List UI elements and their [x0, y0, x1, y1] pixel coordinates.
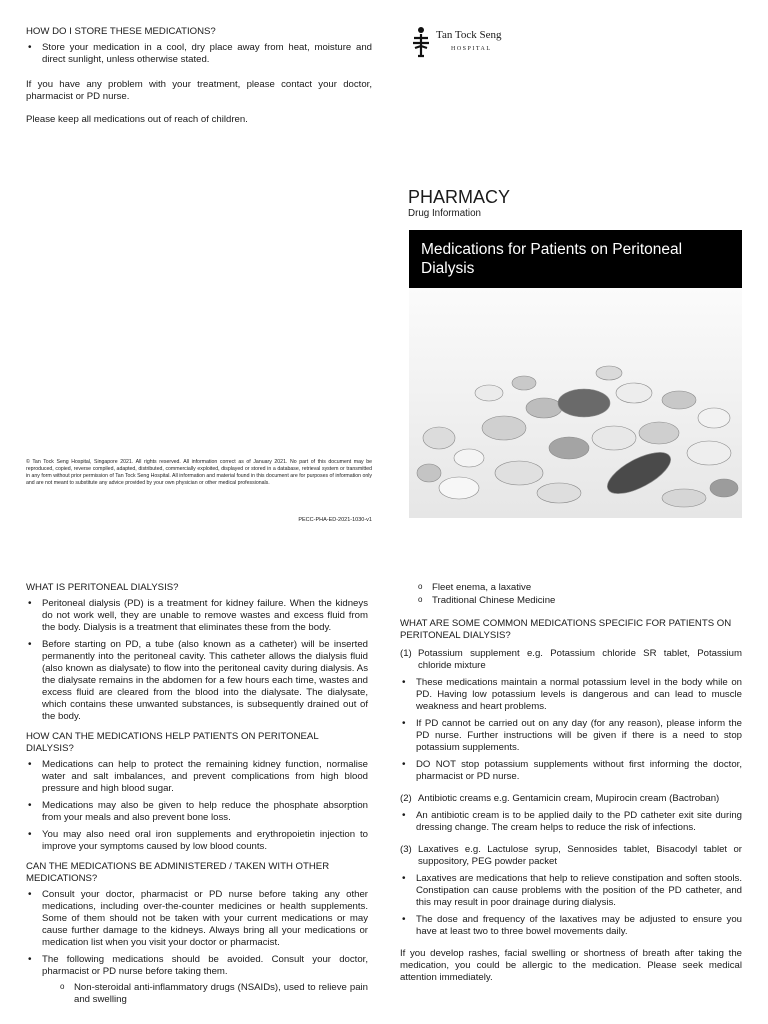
ttsh-figure-logo-icon — [410, 26, 432, 64]
list-item: • Consult your doctor, pharmacist or PD nurse before taking any other medications, including over-the-counter medicines or health supplements. Some of them should not be taken with your current medications or may cause further damage to the kidneys. Always bring all your medications or medication list when you visit your doctor or pharmacist. — [26, 889, 368, 949]
antibiotic-list — [400, 810, 742, 834]
list-item: o Non-steroidal anti-inflammatory drugs (NSAIDs), used to relieve pain and swelling — [58, 982, 368, 1006]
group-title: Laxatives e.g. Lactulose syrup, Sennosides tablet, Bisacodyl tablet or suppository, PEG powder packet — [418, 844, 742, 867]
storage-section — [26, 26, 372, 126]
problem-text: If you have any problem with your treatment, please contact your doctor, pharmacist or PD nurse. — [26, 79, 372, 102]
cover-title: Medications for Patients on Peritoneal Dialysis — [421, 241, 683, 277]
group-title: Potassium supplement e.g. Potassium chloride SR tablet, Potassium chloride mixture — [418, 648, 742, 671]
cover-department: PHARMACY — [408, 187, 511, 207]
group-number: (3) — [400, 844, 412, 855]
list-item: • Before starting on PD, a tube (also known as a catheter) will be inserted permanently into the peritoneal cavity. This catheter allows the dialysis fluid (also known as dialysate) to flow into the peritoneal cavity during dialysis. As the dialysate remains in the abdomen for a few hours each time, wastes and excess fluid are cleared from the blood into the dialysate. The dialysate, which contains these unwanted substances, is subsequently drained out of the body. — [26, 639, 368, 723]
avoid-list — [58, 982, 368, 1006]
list-item: • If PD cannot be carried out on any day (for any reason), please inform the PD nurse. Further instructions will be given if there is a need to stop potassium supplements. — [400, 718, 742, 754]
list-item: • An antibiotic cream is to be applied daily to the PD catheter exit site during dressing change. The cream helps to reduce the risk of infections. — [400, 810, 742, 834]
how-help-heading: HOW CAN THE MEDICATIONS HELP PATIENTS ON PERITONEAL DIALYSIS? — [26, 731, 319, 754]
copyright-text: © Tan Tock Seng Hospital, Singapore 2021. All rights reserved. All information correct as of January 2021. No part of this document may be reproduced, copied, reverse compiled, adapted, distributed, commercially exploited, displayed or stored in a database, retrieval system or transmitted in any form without prior permission of Tan Tock Seng Hospital. All information and material found in this document are for purposes of information only and are not meant to substitute any advice provided by your own physician or other medical professionals. — [26, 459, 372, 486]
potassium-group-title — [400, 648, 742, 672]
list-item: • Medications may also be given to help reduce the phosphate absorption from your meals and also prevent bone loss. — [26, 800, 368, 824]
allergy-warning: If you develop rashes, facial swelling or shortness of breath after taking the medication, you could be allergic to the medication. Please seek medical attention immediately. — [400, 948, 742, 983]
group-number: (1) — [400, 648, 412, 659]
inner-right-column — [400, 582, 742, 984]
what-is-pd-heading: WHAT IS PERITONEAL DIALYSIS? — [26, 582, 179, 593]
document-code: PECC-PHA-ED-2021-1030-v1 — [298, 517, 372, 523]
what-is-pd-list — [26, 598, 368, 723]
cover-subtitle: Drug Information — [408, 208, 481, 219]
list-item: • These medications maintain a normal potassium level in the body while on PD. Having low potassium levels is dangerous and can lead to muscle weakness and heart problems. — [400, 677, 742, 713]
laxative-list — [400, 873, 742, 938]
inner-left-column — [26, 582, 368, 1011]
pills-photo — [409, 288, 742, 518]
list-item: • DO NOT stop potassium supplements without first informing the doctor, pharmacist or PD nurse. — [400, 759, 742, 783]
specific-heading: WHAT ARE SOME COMMON MEDICATIONS SPECIFIC FOR PATIENTS ON PERITONEAL DIALYSIS? — [400, 618, 732, 641]
potassium-list — [400, 677, 742, 783]
avoid-list-continued — [416, 582, 742, 607]
hospital-logo — [408, 26, 528, 62]
list-item: o Fleet enema, a laxative — [416, 582, 742, 594]
group-title: Antibiotic creams e.g. Gentamicin cream, Mupirocin cream (Bactroban) — [418, 793, 720, 804]
antibiotic-group-title — [400, 793, 742, 805]
other-meds-heading: CAN THE MEDICATIONS BE ADMINISTERED / TAKEN WITH OTHER MEDICATIONS? — [26, 861, 330, 884]
list-item: • You may also need oral iron supplements and erythropoietin injection to improve your symptoms caused by low blood counts. — [26, 829, 368, 853]
list-item: o Traditional Chinese Medicine — [416, 595, 742, 607]
list-item: • Store your medication in a cool, dry place away from heat, moisture and direct sunlight, unless otherwise stated. — [26, 42, 372, 66]
keep-away-text: Please keep all medications out of reach of children. — [26, 114, 248, 125]
logo-name: Tan Tock Seng — [436, 29, 502, 41]
list-item: • Peritoneal dialysis (PD) is a treatment for kidney failure. When the kidneys do not work well, they are unable to remove wastes and excess fluid from the body. Dialysis is a treatment that eliminates these from the body. — [26, 598, 368, 634]
storage-heading: HOW DO I STORE THESE MEDICATIONS? — [26, 26, 216, 37]
list-item: • Medications can help to protect the remaining kidney function, normalise water and salt imbalances, and prevent complications from high blood pressure and high blood sugar. — [26, 759, 368, 795]
avoid-text: The following medications should be avoided. Consult your doctor, pharmacist or PD nurse before taking them. — [42, 954, 368, 977]
how-help-list — [26, 759, 368, 853]
list-item: • The dose and frequency of the laxatives may be adjusted to ensure you have at least two to three bowel movements daily. — [400, 914, 742, 938]
group-number: (2) — [400, 793, 412, 804]
title-banner — [409, 230, 742, 288]
laxative-group-title — [400, 844, 742, 868]
list-item: • Laxatives are medications that help to relieve constipation and soften stools. Constipation can cause problems with the position of the PD catheter, and this may result in poor drainage during dialysis. — [400, 873, 742, 909]
logo-sub: HOSPITAL — [451, 46, 492, 52]
list-item — [26, 954, 368, 1006]
other-meds-list — [26, 889, 368, 1006]
storage-list — [26, 42, 372, 66]
